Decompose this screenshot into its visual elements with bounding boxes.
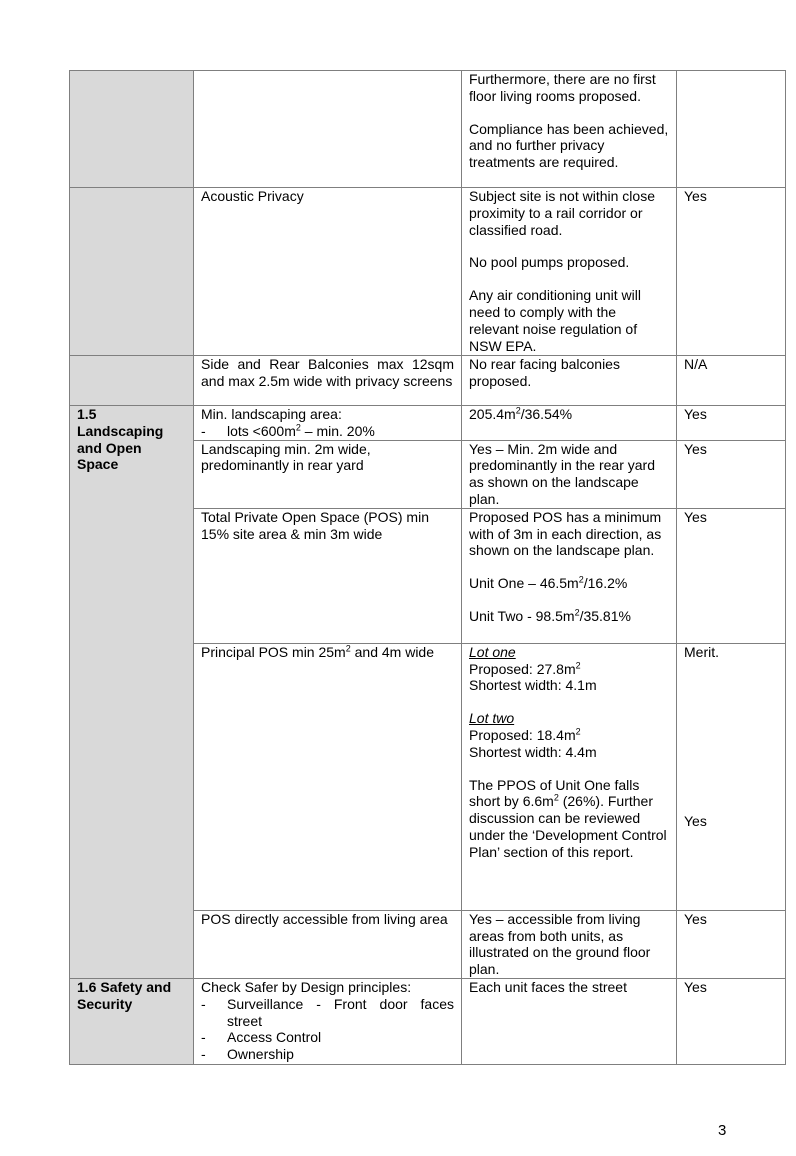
section-heading-landscaping: [70, 406, 194, 979]
section-cell: [70, 71, 194, 188]
requirement-text-part: and 4m wide: [350, 643, 435, 660]
requirement-text: Landscaping min. 2m wide, predominantly in rear yard: [201, 440, 371, 474]
table-row: [70, 71, 786, 188]
unit-two-pos: [469, 608, 669, 625]
lot-one-width: Shortest width: 4.1m: [469, 677, 597, 694]
unit-two-text: /35.81%: [579, 607, 631, 624]
requirement-cell: [194, 440, 462, 508]
section-cell: [70, 188, 194, 356]
section-heading-text: 1.5 Landscaping and Open Space: [77, 406, 164, 473]
lot-two-width: Shortest width: 4.4m: [469, 743, 597, 760]
superscript: 2: [515, 405, 521, 416]
assessment-cell: [462, 910, 677, 978]
unit-one-text: Unit One – 46.5m: [469, 575, 579, 592]
requirement-item: - Ownership: [201, 1046, 454, 1063]
requirement-item-text: – min. 20%: [300, 422, 375, 439]
requirement-text: Check Safer by Design principles:: [201, 978, 412, 995]
table-row: [70, 356, 786, 406]
assessment-text: Any air conditioning unit will need to comply with the relevant noise regulation of NSW EPA.: [469, 287, 641, 354]
section-heading-text: 1.6 Safety and Security: [77, 978, 172, 1012]
ppos-text: The PPOS of Unit One falls short by 6.6m: [469, 776, 640, 810]
assessment-cell: [462, 978, 677, 1064]
lot-one-proposed-text: Proposed: 27.8m: [469, 660, 576, 677]
requirement-text-part: Principal POS min 25m: [201, 643, 346, 660]
requirement-cell: [194, 356, 462, 406]
compliance-text: Yes: [684, 978, 707, 995]
requirement-cell: [194, 188, 462, 356]
compliance-text: Yes: [684, 508, 707, 525]
requirement-text: POS directly accessible from living area: [201, 910, 448, 927]
section-cell: [70, 356, 194, 406]
compliance-cell: [677, 406, 786, 441]
unit-one-text: /16.2%: [583, 575, 628, 592]
requirement-text: Side and Rear Balconies max 12sqm and max 2.5m wide with privacy screens: [201, 356, 454, 389]
requirement-item: - Access Control: [201, 1029, 454, 1046]
requirement-cell: [194, 910, 462, 978]
lot-two-heading: Lot two: [469, 710, 515, 727]
assessment-cell: [462, 643, 677, 910]
page-number: 3: [718, 1122, 727, 1139]
compliance-text: N/A: [684, 356, 708, 372]
compliance-cell: [677, 440, 786, 508]
assessment-value: 205.4m: [469, 406, 516, 422]
requirement-text: Min. landscaping area:: [201, 406, 342, 422]
assessment-text: [469, 406, 669, 423]
assessment-text: Yes – accessible from living areas from both units, as illustrated on the ground floor plan.: [469, 910, 651, 978]
compliance-text: Yes: [684, 406, 707, 422]
superscript: 2: [295, 422, 301, 433]
superscript: 2: [345, 643, 351, 654]
requirement-text: Acoustic Privacy: [201, 188, 304, 204]
compliance-text: Yes: [684, 440, 707, 457]
table-row: [70, 188, 786, 356]
table-row: [70, 978, 786, 1064]
assessment-cell: [462, 508, 677, 643]
requirement-cell: [194, 643, 462, 910]
compliance-cell: [677, 978, 786, 1064]
compliance-cell: [677, 910, 786, 978]
requirement-cell: [194, 978, 462, 1064]
compliance-cell: [677, 508, 786, 643]
requirement-text: [201, 644, 454, 661]
superscript: 2: [575, 726, 581, 737]
requirement-text: Total Private Open Space (POS) min 15% site area & min 3m wide: [201, 508, 429, 542]
compliance-table: [69, 70, 786, 1065]
assessment-text: Subject site is not within close proximity to a rail corridor or classified road.: [469, 188, 655, 238]
assessment-text: No rear facing balconies proposed.: [469, 356, 620, 389]
unit-two-text: Unit Two - 98.5m: [469, 607, 575, 624]
requirement-cell: [194, 71, 462, 188]
lot-one-proposed: [469, 661, 669, 678]
assessment-text: No pool pumps proposed.: [469, 254, 630, 271]
assessment-cell: [462, 440, 677, 508]
requirement-cell: [194, 406, 462, 441]
assessment-cell: [462, 71, 677, 188]
compliance-cell: [677, 188, 786, 356]
compliance-cell: [677, 71, 786, 188]
assessment-text: Furthermore, there are no first floor living rooms proposed.: [469, 71, 656, 104]
compliance-text: Yes: [684, 188, 707, 204]
assessment-text: Each unit faces the street: [469, 978, 627, 995]
superscript: 2: [575, 659, 581, 670]
lot-two-proposed: [469, 727, 669, 744]
lot-one-heading: Lot one: [469, 643, 516, 660]
superscript: 2: [553, 792, 559, 803]
assessment-text: Compliance has been achieved, and no further privacy treatments are required.: [469, 120, 669, 171]
assessment-cell: [462, 188, 677, 356]
assessment-text: Proposed POS has a minimum with of 3m in each direction, as shown on the landscape plan.: [469, 508, 662, 559]
compliance-cell: [677, 643, 786, 910]
section-heading-safety: [70, 978, 194, 1064]
requirement-item-text: lots <600m: [227, 422, 296, 439]
superscript: 2: [574, 607, 580, 618]
ppos-text: (26%). Further discussion can be reviewed under the ‘Development Control Plan’ section of this report.: [469, 793, 667, 860]
ppos-discussion: [469, 777, 669, 861]
assessment-cell: [462, 356, 677, 406]
compliance-text: Yes: [684, 812, 707, 829]
requirement-item: - Surveillance - Front door faces street: [201, 996, 454, 1030]
assessment-value: /36.54%: [520, 406, 573, 422]
compliance-cell: [677, 356, 786, 406]
table-row: [70, 406, 786, 441]
superscript: 2: [578, 574, 584, 585]
compliance-text: Merit.: [684, 643, 719, 660]
assessment-text: Yes – Min. 2m wide and predominantly in the rear yard as shown on the landscape plan.: [469, 440, 655, 507]
requirement-item: [201, 423, 454, 440]
compliance-text: Yes: [684, 910, 707, 927]
unit-one-pos: [469, 575, 669, 592]
requirement-cell: [194, 508, 462, 643]
lot-two-proposed-text: Proposed: 18.4m: [469, 726, 576, 743]
assessment-cell: [462, 406, 677, 441]
